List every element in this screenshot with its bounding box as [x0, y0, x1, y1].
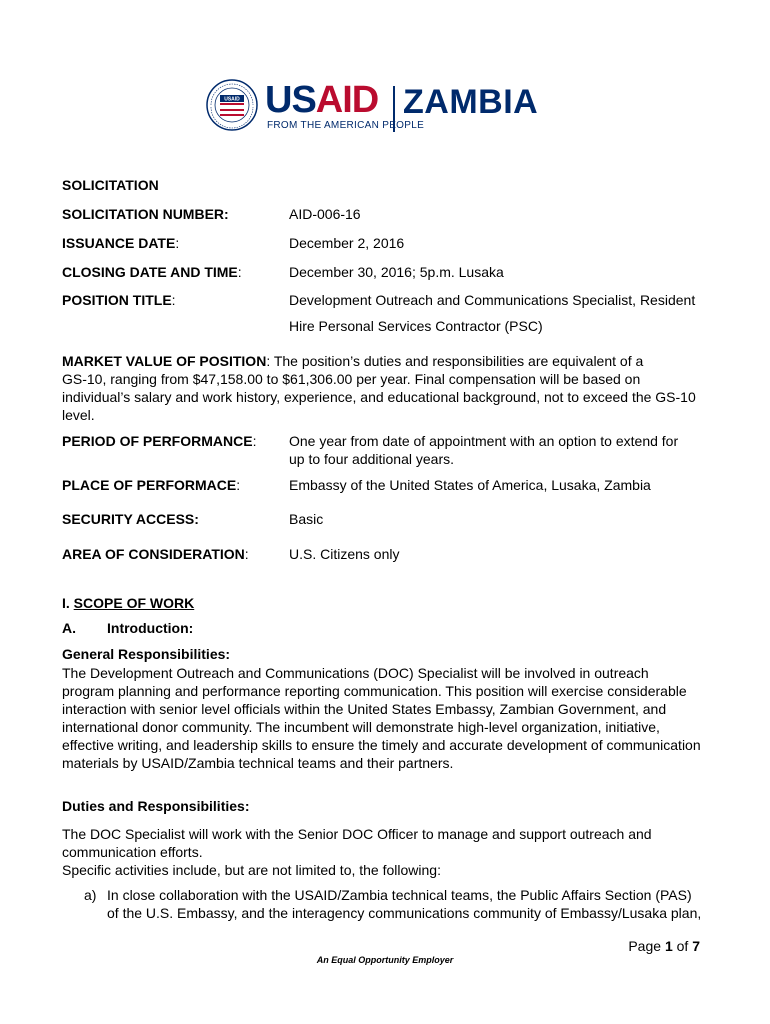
security-label: SECURITY ACCESS: — [62, 511, 199, 527]
closing-date-label: CLOSING DATE AND TIME: — [62, 264, 242, 280]
duties-text: The DOC Specialist will work with the Senior DOC Officer to manage and support outreach and communication efforts. Specific activities include, but are not limited to, the following: — [62, 826, 652, 878]
position-title-value-line2: Hire Personal Services Contractor (PSC) — [289, 318, 543, 334]
equal-opportunity-footer: An Equal Opportunity Employer — [316, 955, 454, 965]
area-label: AREA OF CONSIDERATION: — [62, 546, 249, 562]
security-value: Basic — [289, 511, 324, 527]
solicitation-heading: SOLICITATION — [62, 177, 159, 193]
place-label: PLACE OF PERFORMACE: — [62, 477, 241, 493]
period-value-line2: up to four additional years. — [289, 451, 454, 467]
closing-date-value: December 30, 2016; 5p.m. Lusaka — [289, 264, 504, 280]
list-marker-a: a) — [84, 887, 97, 903]
usaid-seal-icon — [205, 78, 259, 132]
solicitation-number-value: AID-006-16 — [289, 206, 361, 222]
place-value: Embassy of the United States of America, Lusaka, Zambia — [289, 477, 651, 493]
period-value: One year from date of appointment with an option to extend for — [289, 433, 679, 449]
usaid-zambia-logo — [205, 78, 565, 138]
page-number: Page 1 of 7 — [628, 938, 700, 954]
issuance-date-value: December 2, 2016 — [289, 235, 405, 251]
period-label: PERIOD OF PERFORMANCE: — [62, 433, 257, 449]
intro-heading: Introduction: — [107, 620, 194, 636]
scope-heading: I. SCOPE OF WORK — [62, 595, 195, 611]
intro-letter: A. — [62, 620, 76, 636]
position-title-label: POSITION TITLE: — [62, 292, 176, 308]
market-value-paragraph: MARKET VALUE OF POSITION: The position’s duties and responsibilities are equivalent of a GS-10, ranging from $47,158.00 to $61,306.00 per year. Final compensation will be based on individual’s salary and work history, experience, and educational background, not to exceed the GS-10 level. — [62, 353, 696, 423]
general-responsibilities-heading: General Responsibilities: — [62, 646, 231, 662]
list-item-a: In close collaboration with the USAID/Zambia technical teams, the Public Affairs Section (PAS) of the U.S. Embassy, and the interagency communications community of Embassy/Lusaka plan, — [107, 887, 702, 921]
solicitation-number-label: SOLICITATION NUMBER: — [62, 206, 229, 222]
market-value-label: MARKET VALUE OF POSITION — [62, 353, 267, 369]
svg-text:USAID: USAID — [224, 96, 240, 103]
position-title-value: Development Outreach and Communications Specialist, Resident — [289, 292, 696, 308]
area-value: U.S. Citizens only — [289, 546, 400, 562]
duties-heading: Duties and Responsibilities: — [62, 798, 250, 814]
usaid-wordmark: USAID — [265, 79, 379, 121]
issuance-date-label: ISSUANCE DATE: — [62, 235, 180, 251]
logo-tagline: FROM THE AMERICAN PEOPLE — [267, 120, 425, 131]
general-responsibilities-text: The Development Outreach and Communications (DOC) Specialist will be involved in outreach program planning and performance reporting communication. This position will exercise considerable interaction with senior level officials within the United States Embassy, Zambian Government, and international donor community. The incumbent will demonstrate high-level organization, initiative, effective writing, and leadership skills to ensure the timely and accurate development of communication materials by USAID/Zambia technical teams and their partners. — [62, 665, 701, 771]
zambia-wordmark: ZAMBIA — [403, 83, 539, 121]
